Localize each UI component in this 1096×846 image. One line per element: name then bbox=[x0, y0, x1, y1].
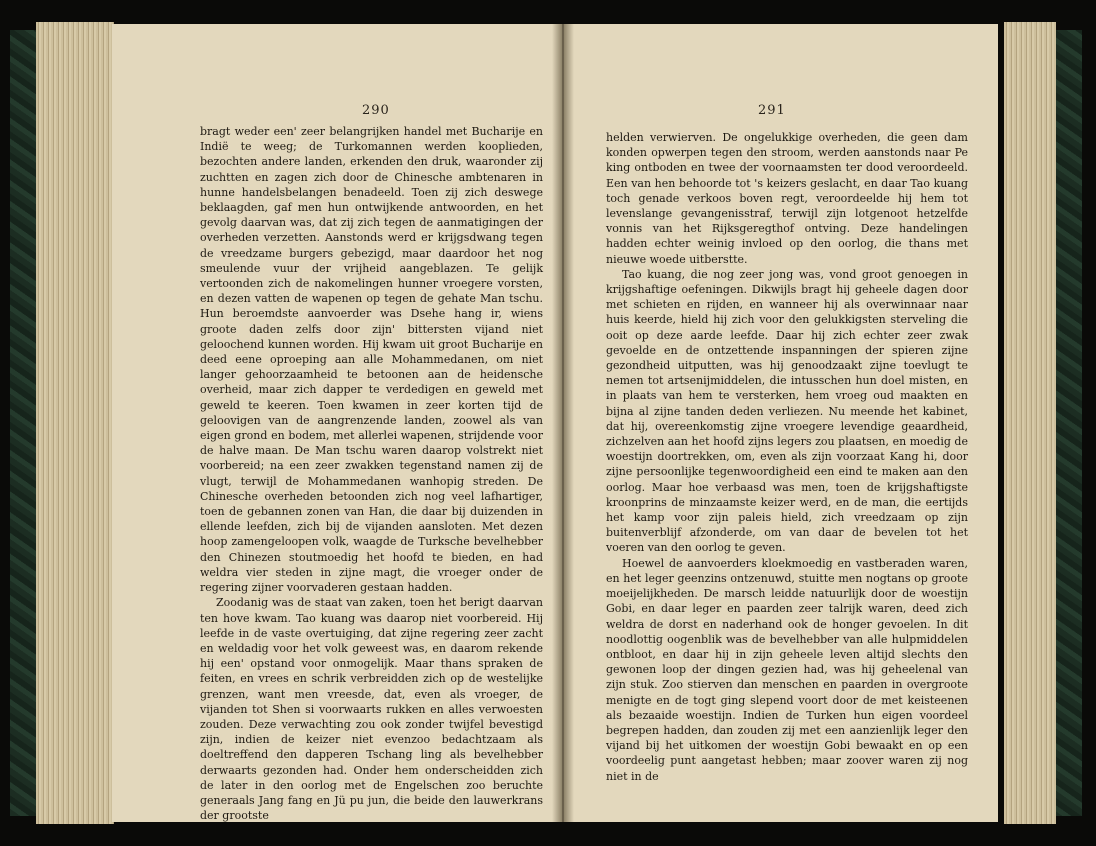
right-page-text bbox=[606, 130, 968, 784]
left-paragraph-2: Zoodanig was de staat van zaken, toen het berigt daarvan ten hove kwam. Tao kuang was daarop niet voorbereid. Hij leefde in de vaste overtuiging, dat zijne regering zeer zacht en weldadig voor het volk geweest was, en daarom rekende hij een' opstand voor onmogelijk. Maar thans spraken de feiten, en vrees en schrik verbreidden zich op de westelijke grenzen, want men vreesde, dat, even als vroeger, de vijanden tot Shen si voorwaarts rukken en alles verwoesten zouden. Deze verwachting zou ook zonder twijfel bevestigd zijn, indien de keizer niet evenzoo bedachtzaam als doeltreffend den dapperen Tschang ling als bevelhebber derwaarts gezonden had. Onder hem onderscheidden zich de later in den oorlog met de Engelschen zoo beruchte generaals Jang fang en Jü pu jun, die beide den lauwerkrans der grootste bbox=[200, 596, 543, 822]
right-paragraph-1: helden verwierven. De ongelukkige overheden, die geen dam konden opwerpen tegen den stroom, werden aanstonds naar Pe king ontboden en twee der voornaamsten ter dood veroordeeld. Een van hen behoorde tot 's keizers geslacht, en daar Tao kuang toch genade verkoos boven regt, veroordeelde hij hem tot levenslange gevangenisstraf, terwijl zijn lotgenoot hetzelfde vonnis van het Rijksgeregthof ontving. Deze handelingen hadden echter weinig invloed op den oorlog, die thans met nieuwe woede uitberstte. bbox=[606, 131, 968, 266]
left-page-number: 290 bbox=[362, 103, 390, 118]
left-paragraph-1: bragt weder een' zeer belangrijken handel met Bucharije en Indië te weeg; de Turkomannen werden kooplieden, bezochten andere landen, erkenden den druk, waaronder zij zuchtten en zagen zich door de Chinesche ambtenaren in hunne handelsbelangen benadeeld. Toen zij zich deswege beklaagden, gaf men hun ontwijkende antwoorden, en het gevolg daarvan was, dat zij zich tegen de aanmatigingen der overheden verzetten. Aanstonds werd er krijgsdwang tegen de vreedzame burgers gebezigd, maar daardoor het nog smeulende vuur der vrijheid aangeblazen. Te gelijk vertoonden zich de nakomelingen hunner vroegere vorsten, en dezen vatten de wapenen op tegen de gehate Man tschu. Hun beroemdste aanvoerder was Dsehe hang ir, wiens groote daden zelfs door zijn' bittersten vijand niet geloochend kunnen worden. Hij kwam uit groot Bucharije en deed eene oproeping aan alle Mohammedanen, om niet langer gehoorzaamheid te betoonen aan de heidensche overheid, maar zich dapper te verdedigen en geweld met geweld te keeren. Toen kwamen in zeer korten tijd de geloovigen van de aangrenzende landen, zoowel als van eigen grond en bodem, met allerlei wapenen, strijdende voor de halve maan. De Man tschu waren daarop volstrekt niet voorbereid; na een zeer zwakken tegenstand namen zij de vlugt, terwijl de Mohammedanen wanhopig streden. De Chinesche overheden betoonden zich nog veel lafhartiger, toen de gebannen zonen van Han, die daar bij duizenden in ellende leefden, zich bij de vijanden aansloten. Met dezen hoop zamengeloopen volk, waagde de Turksche bevelhebber den Chinezen stoutmoedig het hoofd te bieden, en had weldra vier steden in zijne magt, die vroeger onder de regering zijner voorvaderen gestaan hadden. bbox=[200, 125, 543, 595]
page-edges-right bbox=[1004, 22, 1056, 824]
right-paragraph-3: Hoewel de aanvoerders kloekmoedig en vastberaden waren, en het leger geenzins ontzenuwd, stuitte men nogtans op groote moeijelijkheden. De marsch leidde natuurlijk door de woestijn Gobi, en daar leger en paarden zeer talrijk waren, deed zich weldra de dorst en naderhand ook de honger gevoelen. In dit noodlottig oogenblik was de bevelhebber van alle hulpmiddelen ontbloot, en daar hij in zijn geheele leven altijd slechts den gewonen loop der dingen gezien had, was hij geheelenal van zijn stuk. Zoo stierven dan menschen en paarden in overgroote menigte en de togt ging slepend voort door de met keisteenen als bezaaide woestijn. Indien de Turken hun eigen voordeel begrepen hadden, dan zouden zij met een aanzienlijk leger den vijand bij het uitkomen der woestijn Gobi bewaakt en op een voordeelig punt aangetast hebben; maar zoover waren zij nog niet in de bbox=[606, 556, 968, 783]
book-gutter bbox=[552, 24, 574, 822]
right-page-number: 291 bbox=[758, 103, 786, 118]
right-paragraph-2: Tao kuang, die nog zeer jong was, vond groot genoegen in krijgshaftige oefeningen. Dikwijls bragt hij geheele dagen door met schieten en rijden, en wanneer hij als overwinnaar naar huis keerde, hield hij zich voor den gelukkigsten sterveling die ooit op deze aarde leefde. Daar hij zich echter zeer zwak gevoelde en de ontzettende inspanningen der spieren zijne gezondheid uitputten, was hij genoodzaakt zijne toevlugt te nemen tot artsenijmiddelen, die intusschen hun doel misten, en in plaats van hem te versterken, hem vroeg oud maakten en bijna al zijne tanden deden verliezen. Nu meende het kabinet, dat hij, overeenkomstig zijne vroegere levendige geaardheid, zichzelven aan het hoofd zijns legers zou plaatsen, en moedig de woestijn doortrekken, om, even als zijn voorzaat Kang hi, door zijne persoonlijke tegenwoordigheid een eind te maken aan den oorlog. Maar hoe verbaasd was men, toen de krijgshaftigste kroonprins de minzaamste keizer werd, en de man, die eertijds het kamp voor zijn paleis hield, zich vreedzaam op zijn buitenverblijf afzonderde, om van daar de bevelen tot het voeren van den oorlog te geven. bbox=[606, 267, 968, 555]
right-page bbox=[568, 24, 998, 822]
page-edges-left bbox=[36, 22, 114, 824]
left-page-text bbox=[200, 124, 543, 822]
cover-cloth-right bbox=[1052, 30, 1082, 816]
left-page bbox=[112, 24, 558, 822]
